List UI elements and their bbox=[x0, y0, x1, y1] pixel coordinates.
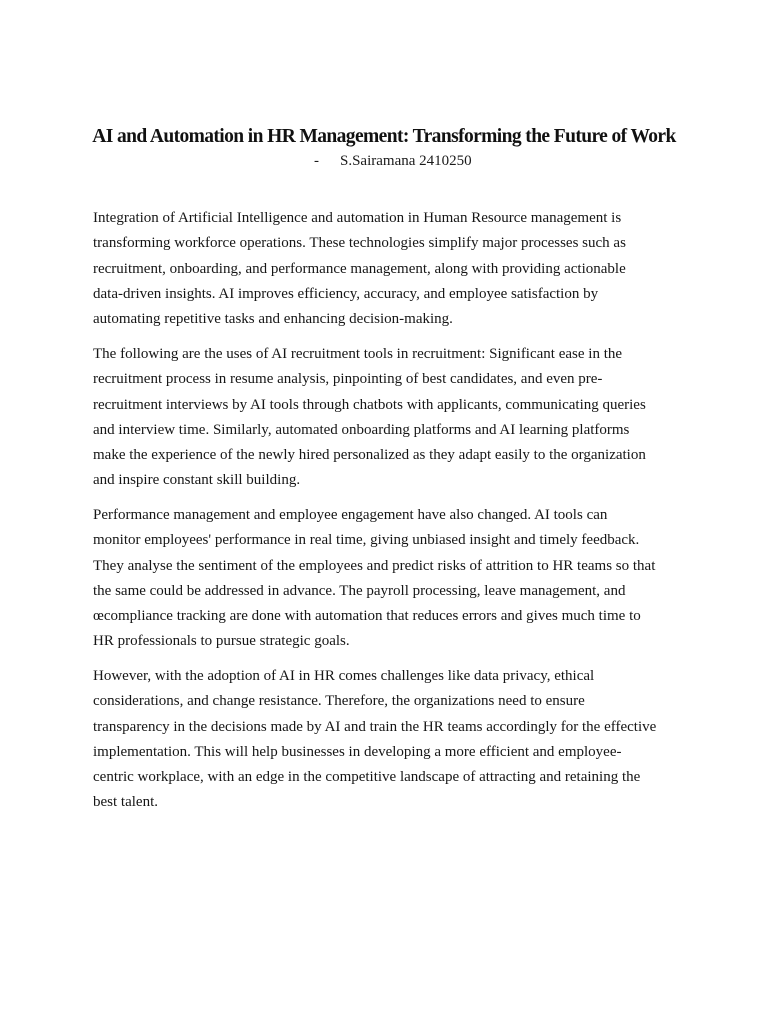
paragraph-performance bbox=[93, 503, 693, 655]
author-name: S.Sairamana 2410250 bbox=[340, 153, 472, 169]
text-line: transparency in the decisions made by AI and train the HR teams accordingly for the effective bbox=[93, 718, 657, 735]
text-line: recruitment interviews by AI tools through chatbots with applicants, communicating queries bbox=[93, 396, 646, 413]
text-line: transforming workforce operations. These technologies simplify major processes such as bbox=[93, 235, 626, 252]
text-line: centric workplace, with an edge in the competitive landscape of attracting and retaining the bbox=[93, 769, 641, 786]
paragraph-challenges bbox=[93, 664, 693, 816]
text-line: However, with the adoption of AI in HR comes challenges like data privacy, ethical bbox=[93, 668, 595, 684]
document-title: AI and Automation in HR Management: Transforming the Future of Work bbox=[92, 126, 676, 147]
author-dash: - bbox=[314, 153, 319, 169]
text-line: the same could be addressed in advance. The payroll processing, leave management, and bbox=[93, 582, 626, 599]
text-line: best talent. bbox=[93, 794, 158, 811]
paragraph-introduction bbox=[93, 206, 693, 332]
text-line: recruitment, onboarding, and performance management, along with providing actionable bbox=[93, 260, 626, 277]
paragraph-recruitment bbox=[93, 342, 693, 494]
text-line: data-driven insights. AI improves efficiency, accuracy, and employee satisfaction by bbox=[93, 285, 599, 302]
text-line: Performance management and employee engagement have also changed. AI tools can bbox=[93, 507, 608, 523]
text-line: œcompliance tracking are done with automation that reduces errors and gives much time to bbox=[93, 608, 641, 625]
text-line: HR professionals to pursue strategic goals. bbox=[93, 633, 350, 650]
text-line: implementation. This will help businesses in developing a more efficient and employee- bbox=[93, 743, 622, 760]
text-line: monitor employees' performance in real time, giving unbiased insight and timely feedback. bbox=[93, 532, 640, 549]
text-line: and inspire constant skill building. bbox=[93, 472, 301, 489]
text-line: make the experience of the newly hired personalized as they adapt easily to the organization bbox=[93, 447, 646, 464]
text-line: and interview time. Similarly, automated onboarding platforms and AI learning platforms bbox=[93, 421, 630, 438]
text-line: considerations, and change resistance. Therefore, the organizations need to ensure bbox=[93, 693, 585, 710]
text-line: They analyse the sentiment of the employees and predict risks of attrition to HR teams so that bbox=[93, 557, 656, 574]
text-line: automating repetitive tasks and enhancing decision-making. bbox=[93, 311, 453, 328]
text-line: The following are the uses of AI recruitment tools in recruitment: Significant ease in the bbox=[93, 346, 623, 362]
author-line bbox=[314, 151, 472, 171]
text-line: Integration of Artificial Intelligence and automation in Human Resource management is bbox=[93, 210, 622, 226]
text-line: recruitment process in resume analysis, pinpointing of best candidates, and even pre- bbox=[93, 371, 603, 388]
